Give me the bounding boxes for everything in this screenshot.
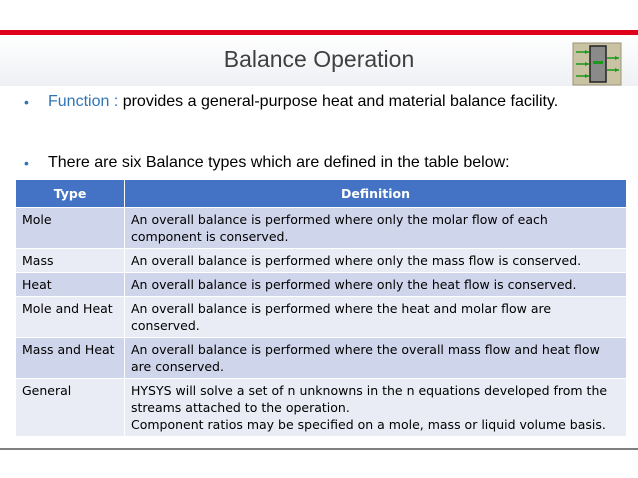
table-row [16, 249, 627, 273]
row-type: Mass and Heat [16, 338, 125, 379]
row-definition: An overall balance is performed where only the mass flow is conserved. [125, 249, 627, 273]
balance-types-table [16, 180, 627, 436]
row-type: Mole and Heat [16, 297, 125, 338]
bullet-dot: • [24, 94, 29, 110]
table-row [16, 379, 627, 437]
row-type: Heat [16, 273, 125, 297]
table-row [16, 208, 627, 249]
row-definition: An overall balance is performed where the overall mass flow and heat flow are conserved. [125, 338, 627, 379]
row-definition: An overall balance is performed where only the molar flow of each component is conserved. [125, 208, 627, 249]
row-definition: An overall balance is performed where the heat and molar flow are conserved. [125, 297, 627, 338]
row-type: Mass [16, 249, 125, 273]
bottom-divider [0, 448, 638, 450]
row-type: Mole [16, 208, 125, 249]
slide-title: Balance Operation [223, 46, 415, 72]
header-definition: Definition [125, 180, 627, 208]
top-accent-bar [0, 30, 638, 35]
balance-unit-icon [572, 42, 622, 86]
table-header-row [16, 180, 627, 208]
row-definition: An overall balance is performed where only the heat flow is conserved. [125, 273, 627, 297]
row-definition: HYSYS will solve a set of n unknowns in the n equations developed from the streams attached to the operation. Component ratios may be specified on a mole, mass or liquid volume basis. [125, 379, 627, 437]
bullet-lead: Function : [48, 93, 123, 110]
bullet-text: There are six Balance types which are defined in the table below: [48, 154, 510, 171]
header-type: Type [16, 180, 125, 208]
row-type: General [16, 379, 125, 437]
bullet-dot: • [24, 155, 29, 171]
table-row [16, 273, 627, 297]
table-row [16, 338, 627, 379]
table-row [16, 297, 627, 338]
bullet-text: provides a general-purpose heat and material balance facility. [122, 93, 559, 110]
